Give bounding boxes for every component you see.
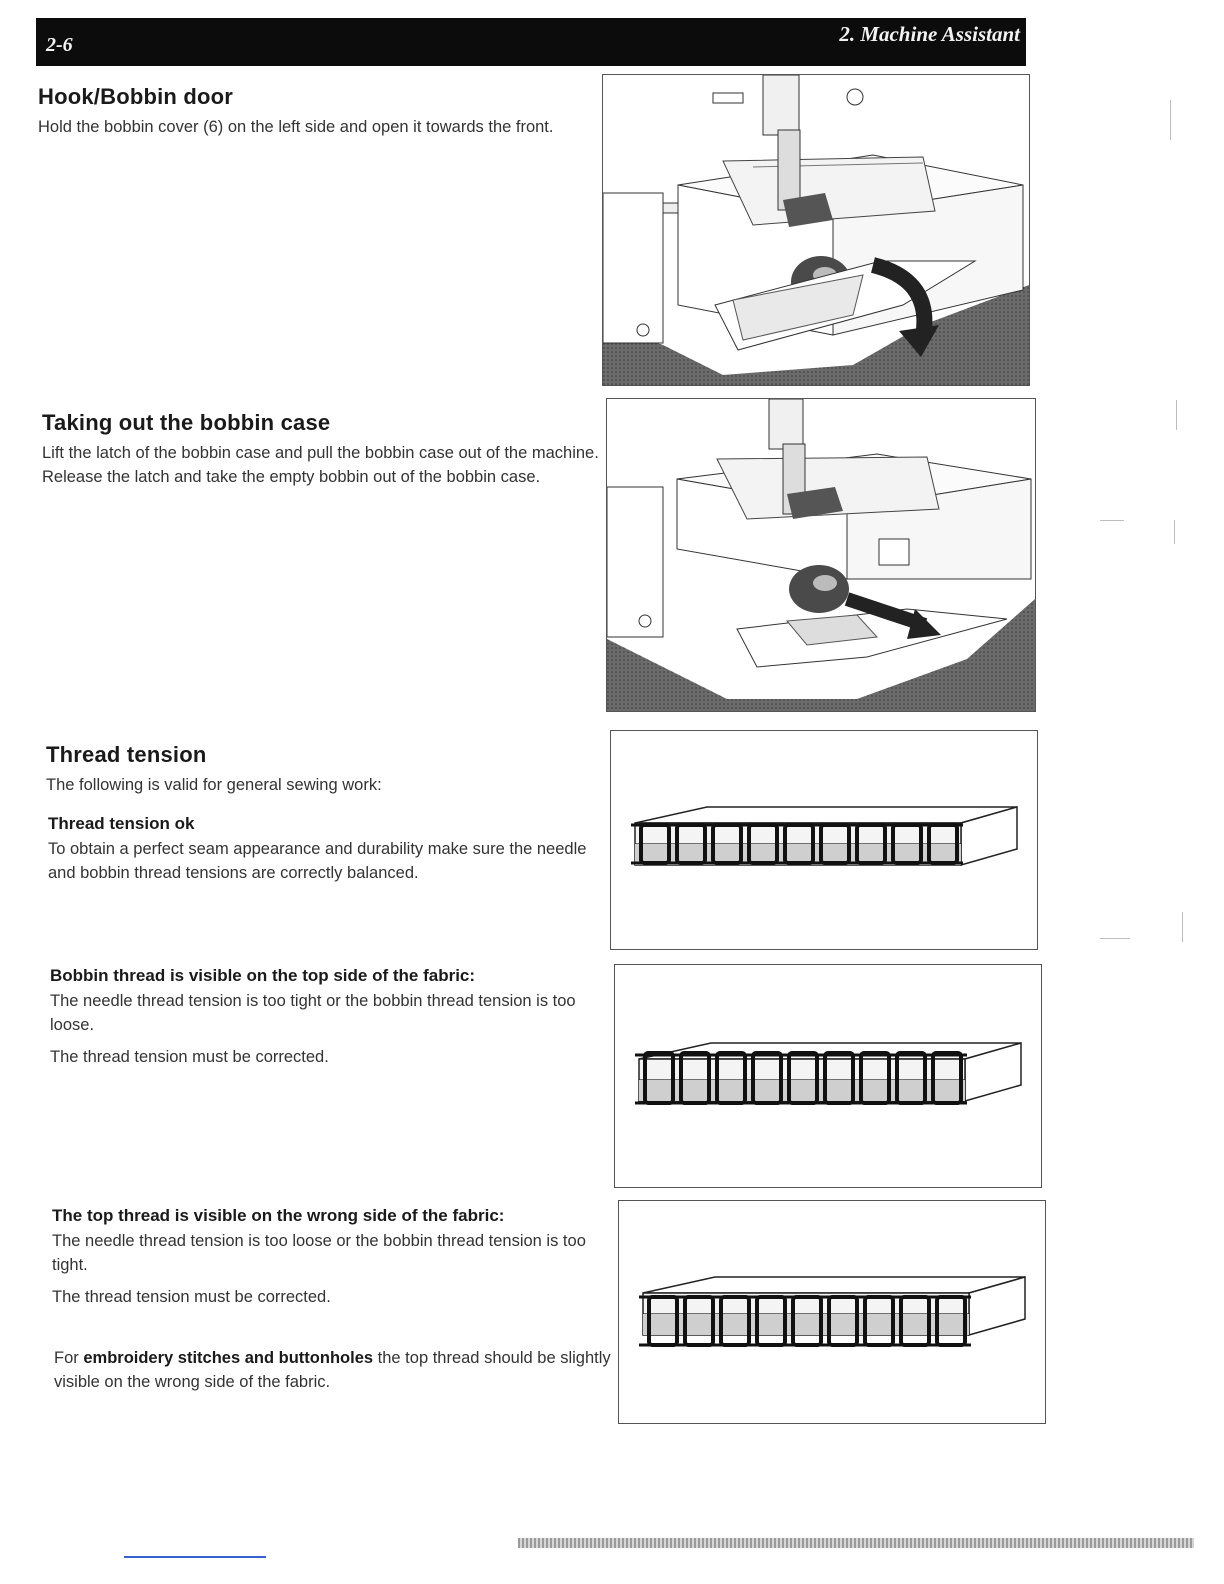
footer-rule (518, 1538, 1194, 1548)
embroidery-bold: embroidery stitches and buttonholes (83, 1349, 374, 1367)
section-text: Hold the bobbin cover (6) on the left side and open it towards the front. (38, 118, 554, 136)
section-taking-out-bobbin-case (42, 410, 602, 489)
subsection-title: Bobbin thread is visible on the top side of the fabric: (50, 966, 476, 985)
section-text: Lift the latch of the bobbin case and pull the bobbin case out of the machine. Release the latch and take the empty bobbin out of the bobbin case. (42, 444, 599, 486)
page-header (36, 18, 1026, 66)
embroidery-note (54, 1346, 614, 1394)
section-thread-tension (46, 742, 606, 797)
scan-mark (1182, 912, 1183, 942)
subsection-note: The thread tension must be corrected. (50, 1048, 329, 1066)
stitch-bobbin-visible-diagram (614, 964, 1042, 1188)
scan-mark (1176, 400, 1177, 430)
scan-mark (1170, 100, 1171, 140)
subsection-text: The needle thread tension is too tight or the bobbin thread tension is too loose. (50, 992, 576, 1034)
scan-mark (1100, 938, 1130, 939)
subsection-title: Thread tension ok (48, 814, 195, 833)
chapter-title: 2. Machine Assistant (839, 22, 1020, 46)
subsection-text: To obtain a perfect seam appearance and durability make sure the needle and bobbin thread tensions are correctly balanced. (48, 840, 587, 882)
section-title: Hook/Bobbin door (38, 84, 234, 109)
subsection-tension-ok (48, 814, 608, 885)
section-hook-bobbin-door (38, 84, 598, 139)
thread-tension-intro: The following is valid for general sewing work: (46, 776, 382, 794)
subsection-note: The thread tension must be corrected. (52, 1288, 331, 1306)
page-number: 2-6 (46, 34, 73, 56)
subsection-top-visible (52, 1206, 612, 1309)
embroidery-suffix: the top thread should be slightly visible on the wrong side of the fabric. (54, 1349, 611, 1391)
subsection-bobbin-visible (50, 966, 610, 1069)
bobbin-case-removal-illustration (606, 398, 1036, 712)
section-title: Thread tension (46, 742, 207, 767)
section-title: Taking out the bobbin case (42, 410, 331, 435)
embroidery-prefix: For (54, 1349, 79, 1367)
subsection-embroidery-note (54, 1346, 614, 1394)
stitch-top-visible-diagram (618, 1200, 1046, 1424)
footer-link-underline (124, 1556, 266, 1558)
subsection-text: The needle thread tension is too loose or the bobbin thread tension is too tight. (52, 1232, 586, 1274)
stitch-balanced-diagram (610, 730, 1038, 950)
scan-mark (1174, 520, 1175, 544)
subsection-title: The top thread is visible on the wrong side of the fabric: (52, 1206, 505, 1225)
scan-mark (1100, 520, 1124, 521)
bobbin-door-illustration (602, 74, 1030, 386)
